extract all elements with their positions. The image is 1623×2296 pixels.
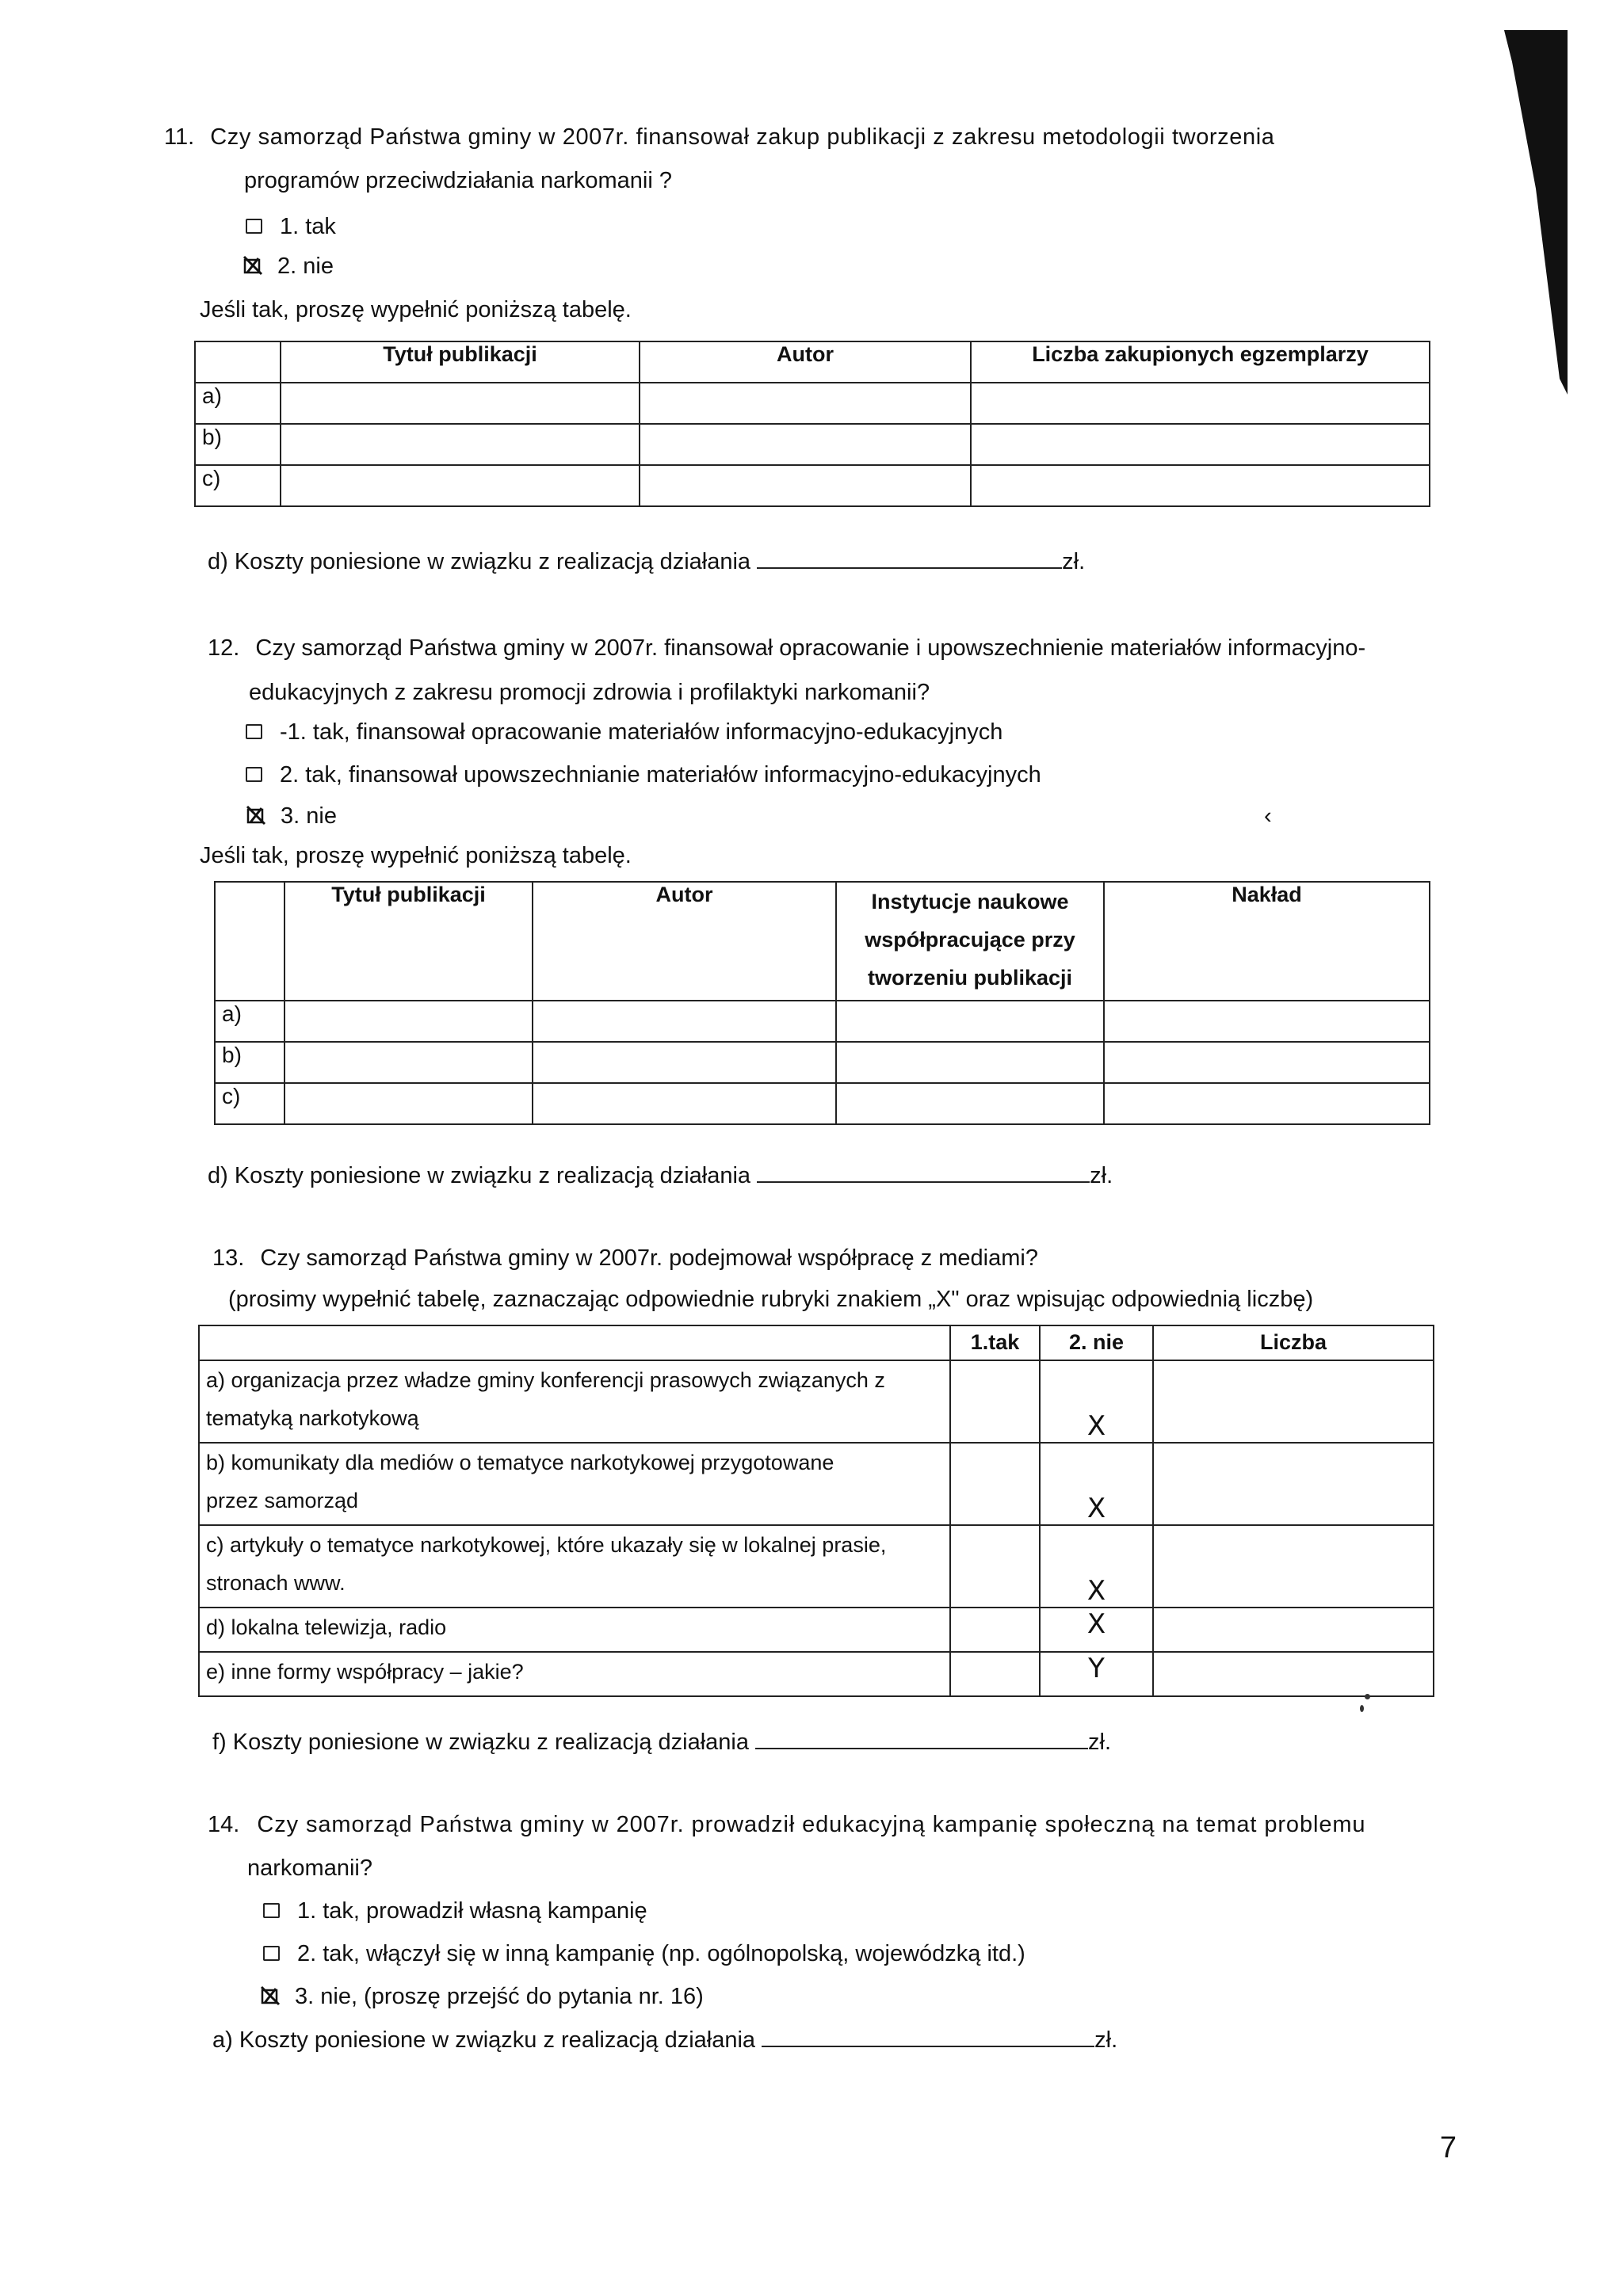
q12-row-label: b) [215,1042,285,1083]
q13-checkmark: Y [1088,1653,1105,1684]
q13-no-cell[interactable] [1040,1525,1153,1608]
q14-text-line2: narkomanii? [247,1855,372,1881]
q11-row-label: b) [195,424,281,465]
q13-row-label: c) artykuły o tematyce narkotykowej, które ukazały się w lokalnej prasie, stronach www. [199,1525,950,1608]
q12-header-print-run: Nakład [1104,882,1430,1001]
q14-cost: a) Koszty poniesione w związku z realizacją działania zł. [212,2025,1117,2054]
stray-mark: ‹ [1264,803,1272,829]
q12-cell[interactable] [533,1042,836,1083]
q12-cell[interactable] [285,1042,533,1083]
q13-yes-cell[interactable] [950,1608,1040,1652]
q13-count-cell[interactable] [1153,1525,1434,1608]
q12-checkbox-2[interactable] [246,767,262,782]
q11-cell[interactable] [281,383,640,424]
q13-header-blank [199,1325,950,1360]
q12-cell[interactable] [285,1001,533,1042]
q12-header-blank [215,882,285,1001]
q14-cost-input[interactable] [762,2025,1094,2047]
q13-row-label: e) inne formy współpracy – jakie? [199,1652,950,1696]
q13-table [198,1325,1434,1697]
q13-text-line2: (prosimy wypełnić tabelę, zaznaczając odpowiednie rubryki znakiem „X" oraz wpisując odpowiednią liczbę) [228,1287,1314,1312]
q12-table [214,881,1430,1125]
q14-option-2[interactable]: 2. tak, włączył się w inną kampanię (np. ogólnopolską, wojewódzką itd.) [263,1939,1025,1968]
q13-yes-cell[interactable] [950,1652,1040,1696]
q11-cell[interactable] [640,465,971,506]
q11-instruction: Jeśli tak, proszę wypełnić poniższą tabelę. [200,297,632,322]
q12-text-line2: edukacyjnych z zakresu promocji zdrowia i profilaktyki narkomanii? [249,680,930,705]
q14-checkbox-3-checked[interactable] [260,1985,281,2005]
q13-count-cell[interactable] [1153,1608,1434,1652]
q13-header-count: Liczba [1153,1325,1434,1360]
q11-cost: d) Koszty poniesione w związku z realizacją działania zł. [208,547,1085,575]
q12-cell[interactable] [836,1042,1104,1083]
q11-checkbox-1[interactable] [246,219,262,234]
q12-header-author: Autor [533,882,836,1001]
q11-header-count: Liczba zakupionych egzemplarzy [971,341,1430,383]
q12-instruction: Jeśli tak, proszę wypełnić poniższą tabelę. [200,843,632,868]
q11-cell[interactable] [971,383,1430,424]
q13-no-cell[interactable] [1040,1443,1153,1525]
q13-row-label: d) lokalna telewizja, radio [199,1608,950,1652]
q14-text-line1 [208,1810,1365,1839]
q12-cost: d) Koszty poniesione w związku z realizacją działania zł. [208,1161,1113,1189]
page-number: 7 [1439,2131,1457,2164]
q12-checkbox-1[interactable] [246,724,262,739]
q11-cell[interactable] [640,383,971,424]
q11-text-line2: programów przeciwdziałania narkomanii ? [244,168,672,193]
q11-checkbox-2-checked[interactable] [242,254,263,275]
q13-text-line1 [212,1244,1038,1272]
q12-cell[interactable] [1104,1001,1430,1042]
q12-cell[interactable] [533,1083,836,1124]
q13-row-label: a) organizacja przez władze gminy konferencji prasowych związanych z tematyką narkotykową [199,1360,950,1443]
q14-option-3[interactable]: 3. nie, (proszę przejść do pytania nr. 16) [260,1982,704,2011]
q12-cell[interactable] [285,1083,533,1124]
q12-cell[interactable] [836,1001,1104,1042]
q13-yes-cell[interactable] [950,1525,1040,1608]
q14-checkbox-1[interactable] [263,1903,280,1918]
q11-row-label: a) [195,383,281,424]
q11-cell[interactable] [971,424,1430,465]
q12-number: 12. [208,635,240,661]
q12-row-label: c) [215,1083,285,1124]
q12-question: Czy samorząd Państwa gminy w 2007r. finansował opracowanie i upowszechnienie materiałów informacyjno- [255,635,1366,661]
scan-edge-shadow [1504,30,1568,395]
q13-header-no: 2. nie [1040,1325,1153,1360]
q12-cell[interactable] [1104,1042,1430,1083]
q12-header-institutions: Instytucje naukowe współpracujące przy tworzeniu publikacji [836,882,1104,1001]
q11-table [194,341,1430,507]
q11-header-title: Tytuł publikacji [281,341,640,383]
q11-header-blank [195,341,281,383]
q12-cost-input[interactable] [757,1161,1090,1183]
q13-checkmark: X [1086,1575,1106,1607]
q11-cell[interactable] [640,424,971,465]
q14-checkbox-2[interactable] [263,1946,280,1961]
q12-checkbox-3-checked[interactable] [246,804,266,825]
q13-cost-input[interactable] [755,1727,1088,1749]
ink-speck [1360,1705,1364,1712]
q12-option-1[interactable]: -1. tak, finansował opracowanie materiałów informacyjno-edukacyjnych [246,718,1002,746]
q11-cell[interactable] [971,465,1430,506]
q11-option-1[interactable]: 1. tak [246,212,336,241]
q13-header-yes: 1.tak [950,1325,1040,1360]
q14-question: Czy samorząd Państwa gminy w 2007r. prowadził edukacyjną kampanię społeczną na temat problemu [257,1812,1366,1837]
q11-number: 11. [164,124,195,150]
q12-text-line1 [208,634,1365,662]
q12-option-3[interactable]: 3. nie [246,802,337,830]
q11-cell[interactable] [281,424,640,465]
q13-count-cell[interactable] [1153,1443,1434,1525]
q13-number: 13. [212,1245,245,1271]
q13-cost: f) Koszty poniesione w związku z realizacją działania zł. [212,1727,1111,1756]
ink-speck [1365,1694,1370,1699]
q11-cost-input[interactable] [757,547,1062,569]
q13-question: Czy samorząd Państwa gminy w 2007r. podejmował współpracę z mediami? [260,1245,1038,1271]
q11-question: Czy samorząd Państwa gminy w 2007r. finansował zakup publikacji z zakresu metodologii tworzenia [210,124,1275,150]
q12-option-2[interactable]: 2. tak, finansował upowszechnianie materiałów informacyjno-edukacyjnych [246,761,1041,789]
q13-no-cell[interactable] [1040,1608,1153,1652]
q11-cell[interactable] [281,465,640,506]
q13-count-cell[interactable] [1153,1652,1434,1696]
q12-row-label: a) [215,1001,285,1042]
q13-checkmark: X [1086,1608,1106,1640]
q14-option-1[interactable]: 1. tak, prowadził własną kampanię [263,1897,647,1925]
q12-header-title: Tytuł publikacji [285,882,533,1001]
q13-yes-cell[interactable] [950,1360,1040,1443]
q11-row-label: c) [195,465,281,506]
q13-yes-cell[interactable] [950,1443,1040,1525]
q12-cell[interactable] [533,1001,836,1042]
q12-cell[interactable] [1104,1083,1430,1124]
q11-option-2[interactable]: 2. nie [242,252,334,280]
q13-no-cell[interactable] [1040,1652,1153,1696]
q14-number: 14. [208,1812,240,1837]
q13-count-cell[interactable] [1153,1360,1434,1443]
q12-cell[interactable] [836,1083,1104,1124]
q11-text-line1 [164,123,1275,151]
q13-checkmark: X [1086,1410,1106,1442]
q11-header-author: Autor [640,341,971,383]
q13-no-cell[interactable] [1040,1360,1153,1443]
q13-row-label: b) komunikaty dla mediów o tematyce narkotykowej przygotowane przez samorząd [199,1443,950,1525]
q13-checkmark: X [1086,1493,1106,1524]
